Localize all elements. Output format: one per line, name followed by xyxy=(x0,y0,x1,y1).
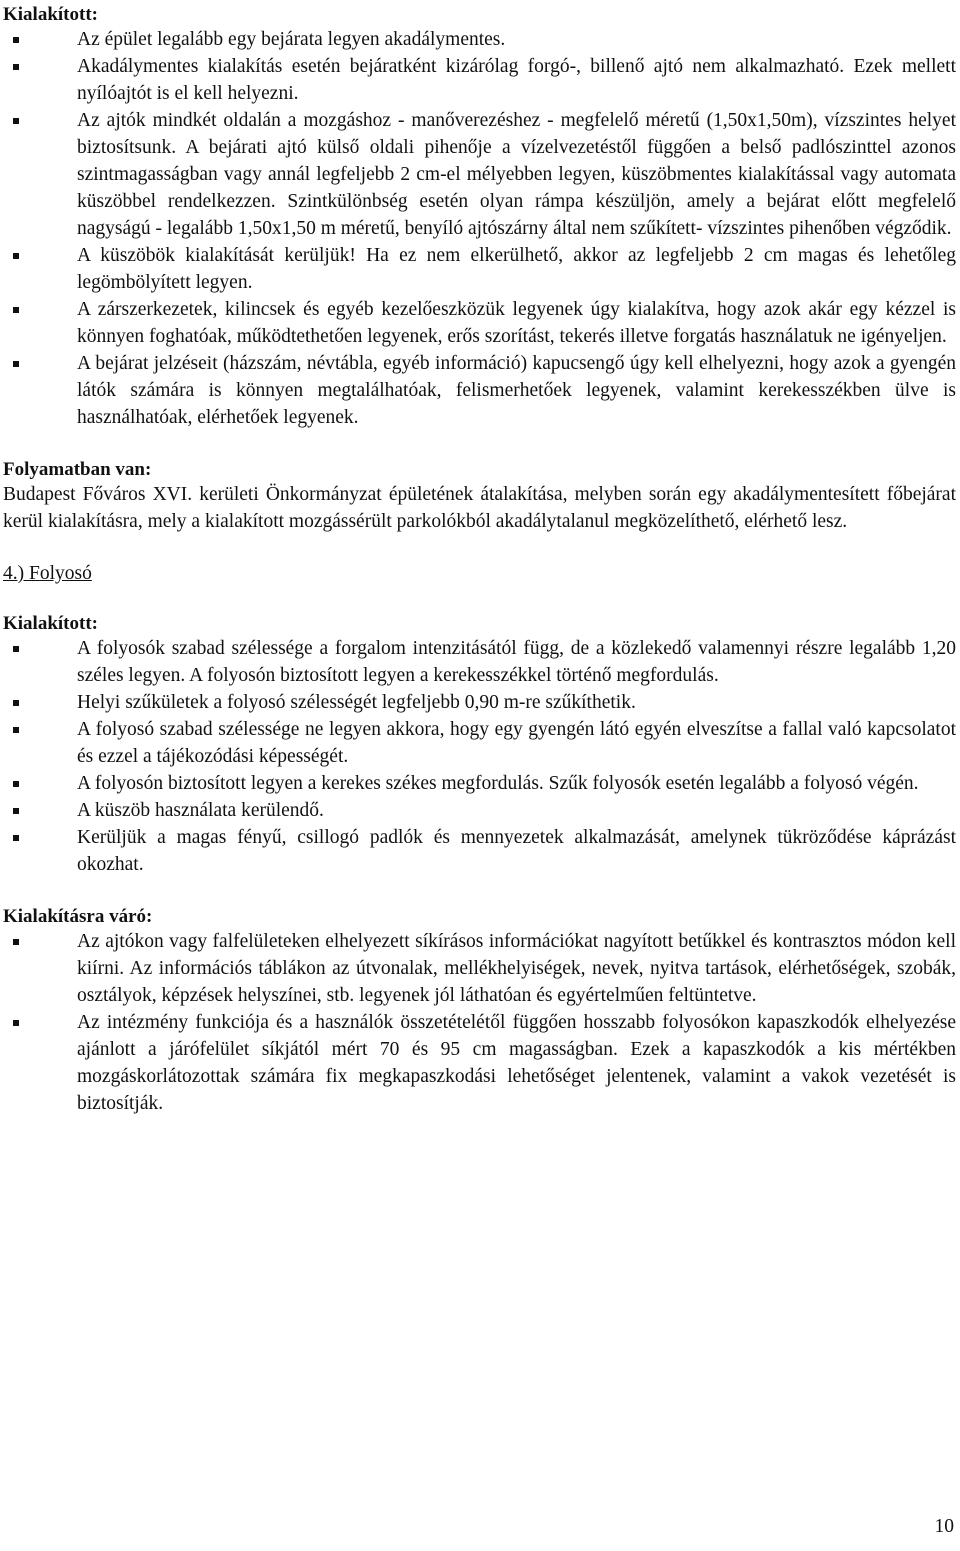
list-item xyxy=(3,928,956,1009)
bullet-icon xyxy=(13,781,19,787)
bullet-icon xyxy=(13,118,19,124)
list-item xyxy=(3,1009,956,1117)
list-kialakitott-2 xyxy=(3,635,956,878)
list-kialakitott-1 xyxy=(3,26,956,431)
bullet-icon xyxy=(13,64,19,70)
list-item-text: A folyosón biztosított legyen a kerekes székes megfordulás. Szűk folyosók esetén legalább a folyosó végén. xyxy=(77,773,919,794)
list-item-text: Kerüljük a magas fényű, csillogó padlók és mennyezetek alkalmazását, amelynek tükröződése káprázást okozhat. xyxy=(77,827,956,875)
list-item xyxy=(3,797,956,824)
bullet-icon xyxy=(13,646,19,652)
heading-kialakitott-2: Kialakított: xyxy=(3,613,98,634)
bullet-icon xyxy=(13,727,19,733)
list-item-text: Helyi szűkületek a folyosó szélességét legfeljebb 0,90 m-re szűkíthetik. xyxy=(77,692,636,713)
document-page xyxy=(3,0,956,1117)
list-item xyxy=(3,350,956,431)
bullet-icon xyxy=(13,939,19,945)
list-item-text: Az épület legalább egy bejárata legyen akadálymentes. xyxy=(77,29,506,50)
list-item-text: Az ajtókon vagy falfelületeken elhelyezett síkírásos információkat nagyított betűkkel és kontrasztos módon kell kiírni. Az információs táblákon az útvonalak, mellékhelyiségek, nevek, nyitva tartások, elérhetőségek, szobák, osztályok, képzések helyszínei, stb. legyenek jól láthatóan és egyértelműen feltüntetve. xyxy=(77,931,956,1006)
list-item xyxy=(3,53,956,107)
list-item-text: A küszöbök kialakítását kerüljük! Ha ez nem elkerülhető, akkor az legfeljebb 2 cm magas és lehetőleg legömbölyített legyen. xyxy=(77,245,956,293)
list-item-text: Akadálymentes kialakítás esetén bejáratként kizárólag forgó-, billenő ajtó nem alkalmazható. Ezek mellett nyílóajtót is el kell helyezni. xyxy=(77,56,956,104)
list-item-text: Az ajtók mindkét oldalán a mozgáshoz - manőverezéshez - megfelelő méretű (1,50x1,50m), vízszintes helyet biztosítsunk. A bejárati ajtó külső oldali pihenője a vízelvezetéstől függően a belső padlószinttel azonos szintmagasságban vagy annál legfeljebb 2 cm-el mélyebben legyen, küszöbmentes kialakítással vagy automata küszöbbel rendelkezzen. Szintkülönbség esetén olyan rámpa készüljön, amely a bejárat előtt megfelelő nagyságú - legalább 1,50x1,50 m méretű, benyíló ajtószárny által nem szűkített- vízszintes pihenőben végződik. xyxy=(77,110,956,239)
heading-kialakitasra-varo: Kialakításra váró: xyxy=(3,906,153,927)
list-item xyxy=(3,770,956,797)
heading-folyamatban: Folyamatban van: xyxy=(3,459,152,480)
folyamatban-paragraph: Budapest Főváros XVI. kerületi Önkormányzat épületének átalakítása, melyben során egy akadálymentesített főbejárat kerül kialakításra, mely a kialakított mozgássérült parkolókból akadálytalanul megközelíthető, elérhető lesz. xyxy=(3,484,956,532)
bullet-icon xyxy=(13,361,19,367)
list-item-text: A folyosók szabad szélessége a forgalom intenzitásától függ, de a közlekedő valamennyi részre legalább 1,20 széles legyen. A folyosón biztosított legyen a kerekesszékkel történő megfordulás. xyxy=(77,638,956,686)
list-item xyxy=(3,26,956,53)
bullet-icon xyxy=(13,700,19,706)
heading-kialakitott-1: Kialakított: xyxy=(3,4,98,25)
section-title-folyoso: 4.) Folyosó xyxy=(3,563,92,584)
list-item xyxy=(3,635,956,689)
list-item-text: Az intézmény funkciója és a használók összetételétől függően hosszabb folyosókon kapaszkodók elhelyezése ajánlott a járófelület síkjától mért 70 és 95 cm magasságban. Ezek a kapaszkodók a kis mértékben mozgáskorlátozottak számára fix megkapaszkodási lehetőséget jelentenek, valamint a vakok vezetését is biztosítják. xyxy=(77,1012,956,1114)
list-item xyxy=(3,716,956,770)
bullet-icon xyxy=(13,37,19,43)
bullet-icon xyxy=(13,1020,19,1026)
list-item xyxy=(3,689,956,716)
list-item xyxy=(3,824,956,878)
list-item xyxy=(3,242,956,296)
bullet-icon xyxy=(13,808,19,814)
list-item-text: A zárszerkezetek, kilincsek és egyéb kezelőeszközük legyenek úgy kialakítva, hogy azok akár egy kézzel is könnyen foghatóak, működtethetően legyenek, erős szorítást, tekerés illetve forgatás használatuk ne igényeljen. xyxy=(77,299,956,347)
bullet-icon xyxy=(13,307,19,313)
list-kialakitasra-varo xyxy=(3,928,956,1117)
page-number: 10 xyxy=(934,1516,954,1537)
list-item xyxy=(3,296,956,350)
list-item-text: A küszöb használata kerülendő. xyxy=(77,800,324,821)
list-item-text: A bejárat jelzéseit (házszám, névtábla, egyéb információ) kapucsengő úgy kell elhelyezni, hogy azok a gyengén látók számára is könnyen megtalálhatóak, felismerhetőek legyenek, valamint kerekesszékben ülve is használhatóak, elérhetőek legyenek. xyxy=(77,353,956,428)
list-item-text: A folyosó szabad szélessége ne legyen akkora, hogy egy gyengén látó egyén elveszítse a fallal való kapcsolatot és ezzel a tájékozódási képességét. xyxy=(77,719,956,767)
list-item xyxy=(3,107,956,242)
bullet-icon xyxy=(13,835,19,841)
bullet-icon xyxy=(13,253,19,259)
